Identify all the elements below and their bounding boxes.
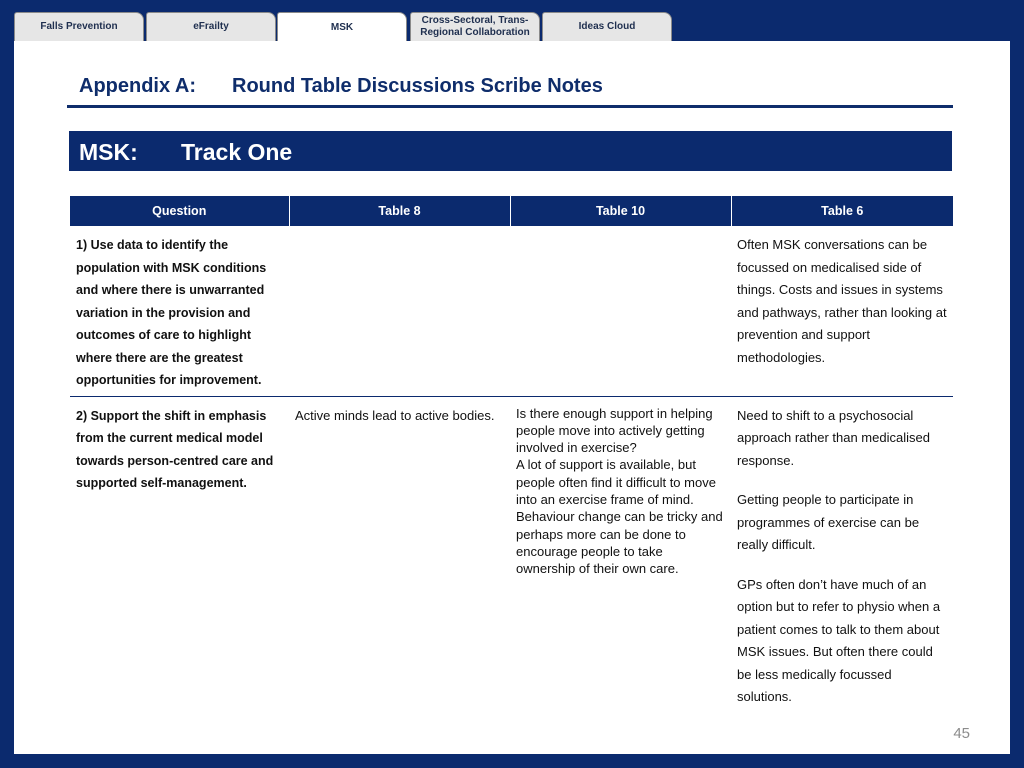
table-6-cell — [731, 396, 953, 713]
page-title: Round Table Discussions Scribe Notes — [232, 75, 603, 97]
column-header-table-6: Table 6 — [731, 196, 953, 226]
title-divider — [67, 105, 953, 108]
banner-title: Track One — [181, 139, 293, 165]
tab-msk[interactable]: MSK — [277, 12, 407, 42]
section-banner — [69, 131, 952, 171]
slide-page — [14, 41, 1010, 754]
scribe-notes-table — [70, 196, 953, 713]
tab-cross-sectoral[interactable]: Cross-Sectoral, Trans-Regional Collaboration — [410, 12, 540, 41]
table-8-cell — [289, 226, 510, 396]
tab-ideas-cloud[interactable]: Ideas Cloud — [542, 12, 672, 41]
appendix-label: Appendix A: — [79, 75, 197, 97]
column-header-table-10: Table 10 — [510, 196, 731, 226]
table-6-cell — [731, 226, 953, 396]
question-cell: 1) Use data to identify the population with MSK conditions and where there is unwarranted variation in the provision and outcomes of care to highlight where there are the greatest opportunities for improvement. — [70, 226, 289, 396]
table-10-cell: Is there enough support in helping people move into actively getting involved in exercise? A lot of support is available, but people often find it difficult to move into an exercise frame of mind. Behaviour change can be tricky and perhaps more can be done to encourage people to take ownership of their own care. — [516, 405, 723, 577]
table-8-cell: Active minds lead to active bodies. — [295, 407, 495, 423]
note-paragraph: Getting people to participate in programmes of exercise can be really difficult. — [737, 492, 920, 552]
page-number: 45 — [953, 725, 970, 742]
table-10-cell — [510, 226, 731, 396]
column-header-question: Question — [70, 196, 289, 226]
banner-label: MSK: — [79, 139, 138, 165]
table-header-row — [70, 196, 953, 226]
note-paragraph: Need to shift to a psychosocial approach rather than medicalised response. — [737, 407, 930, 468]
column-header-table-8: Table 8 — [289, 196, 510, 226]
table-row — [70, 396, 953, 713]
tab-falls-prevention[interactable]: Falls Prevention — [14, 12, 144, 41]
note-paragraph: GPs often don’t have much of an option but to refer to physio when a patient comes to talk to them about MSK issues. But often there could be less medically focussed solutions. — [737, 576, 941, 704]
tab-efrailty[interactable]: eFrailty — [146, 12, 276, 41]
note-paragraph: Often MSK conversations can be focussed on medicalised side of things. Costs and issues in systems and pathways, rather than looking at prevention and support methodologies. — [737, 237, 947, 365]
question-cell: 2) Support the shift in emphasis from the current medical model towards person-centred care and supported self-management. — [76, 408, 274, 490]
table-row — [70, 226, 953, 396]
